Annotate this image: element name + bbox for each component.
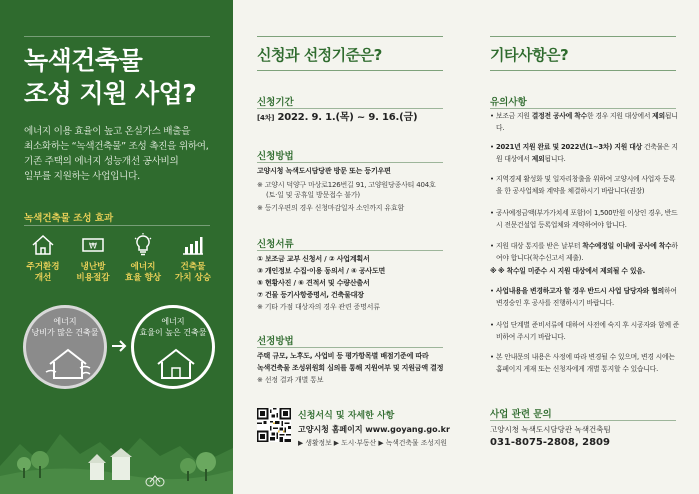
effect-label: 건축물 가치 상승 <box>174 262 212 283</box>
landscape-illustration <box>0 404 233 494</box>
qr-code[interactable] <box>257 408 291 442</box>
leaky-house-icon <box>44 346 92 382</box>
effects-title: 녹색건축물 조성 효과 <box>24 213 114 224</box>
money-icon <box>80 232 106 258</box>
intro-text: 에너지 이용 효율이 높고 온실가스 배출을 최소화하는 “녹색건축물” 조성 촉진을 위하여, 기존 주택의 에너지 성능개선 공사비의 일부를 지원하는 사업입니다. <box>24 126 209 182</box>
effect-item <box>70 232 116 284</box>
note-item: • 사업내용을 변경하고자 할 경우 반드시 사업 담당자와 협의하여 변경승인 후 공사를 진행하시기 바랍니다. <box>490 286 680 309</box>
effect-item <box>20 232 66 284</box>
top-rule <box>24 36 210 37</box>
doc-item: ⑦ 건물 등기사항증명서, 건축물대장 <box>257 291 364 299</box>
section-rule <box>257 347 443 348</box>
doc-item: ⑤ 현황사진 / ⑥ 견적서 및 수량산출서 <box>257 279 370 287</box>
effects-rule <box>24 225 210 226</box>
note-item: • 보조금 지원 결정전 공사에 착수한 경우 지원 대상에서 제외됩니다. <box>490 111 680 134</box>
title-line-1: 녹색건축물 <box>24 46 143 75</box>
note-item: • 사업 단계별 준비서류에 대하여 사전에 숙지 후 시공자와 함께 준비하여 주시기 바랍니다. <box>490 320 680 343</box>
docs-title: 신청서류 <box>257 239 294 250</box>
period-value <box>257 112 457 124</box>
select-line: 녹색건축물 조성위원회 심의를 통해 지원여부 및 지원금액 결정 <box>257 364 444 372</box>
site-title: 신청서식 및 자세한 사항 <box>298 411 395 421</box>
select-line: 주택 규모, 노후도, 사업비 등 평가항목별 배점기준에 따라 <box>257 352 429 360</box>
after-building-circle <box>131 305 215 389</box>
green-house-icon <box>152 346 200 382</box>
contact-org: 고양시청 녹색도시담당관 녹색건축팀 <box>490 425 611 434</box>
top-rule <box>490 36 676 37</box>
period-dates: 2022. 9. 1.(목) ~ 9. 16.(금) <box>277 112 418 123</box>
effect-label: 주거환경 개선 <box>26 262 60 283</box>
right-panel <box>466 0 699 494</box>
effect-label: 에너지 효율 향상 <box>124 262 162 283</box>
contact-phone[interactable]: 031-8075-2808, 2809 <box>490 437 610 448</box>
section-rule <box>257 108 443 109</box>
house-icon <box>30 232 56 258</box>
bar-chart-icon <box>180 232 206 258</box>
notes-title: 유의사항 <box>490 97 527 108</box>
section-rule <box>490 420 676 421</box>
effects-row <box>20 232 216 284</box>
note-item: • 지역경제 활성화 및 일자리창출을 위하여 고양시에 사업자 등록을 한 공사업체와 계약을 체결하시기 바랍니다(권장) <box>490 174 680 197</box>
method-title: 신청방법 <box>257 151 294 162</box>
main-title <box>24 44 196 110</box>
after-label: 에너지 효율이 높은 건축물 <box>139 317 207 337</box>
note-item: • 본 안내문의 내용은 사정에 따라 변경될 수 있으며, 변경 시에는 홈페이지 게재 또는 신청자에게 개별 통지할 수 있습니다. <box>490 352 680 375</box>
effect-item <box>170 232 216 284</box>
middle-panel <box>233 0 466 494</box>
note-item: • 지원 대상 통지를 받은 날부터 착수예정일 이내에 공사에 착수하여야 합니다(착수신고서 제출). <box>490 241 680 264</box>
title-line-2: 조성 지원 사업? <box>24 79 197 108</box>
method-main: 고양시청 녹색도시담당관 방문 또는 등기우편 <box>257 167 391 175</box>
section-heading: 기타사항은? <box>490 46 569 64</box>
before-label: 에너지 낭비가 많은 건축물 <box>31 317 99 337</box>
effect-item <box>120 232 166 284</box>
select-title: 선정방법 <box>257 336 294 347</box>
doc-item: ③ 개인정보 수집·이용 동의서 / ④ 공사도면 <box>257 267 386 275</box>
section-rule <box>490 108 676 109</box>
site-url[interactable]: 고양시청 홈페이지 www.goyang.go.kr <box>298 425 450 434</box>
contact-title: 사업 관련 문의 <box>490 409 552 420</box>
method-note: ※ 고양시 덕양구 마상로126번길 91, 고양원당종사티 404호 <box>257 181 436 189</box>
site-path: ▶ 생활정보 ▶ 도시·부동산 ▶ 녹색건축물 조성지원 <box>298 439 447 447</box>
section-rule <box>257 162 443 163</box>
note-warning: ※ ※ 착수일 미준수 시 지원 대상에서 제외될 수 있음. <box>490 266 680 278</box>
before-building-circle <box>23 305 107 389</box>
select-note: ※ 선정 결과 개별 통보 <box>257 376 324 384</box>
section-rule <box>257 250 443 251</box>
method-note: (토·일 및 공휴일 방문접수 불가) <box>266 191 360 199</box>
docs-note: ※ 기타 가점 대상자의 경우 관련 증명서류 <box>257 303 380 311</box>
method-note: ※ 등기우편의 경우 신청마감일자 소인까지 유효함 <box>257 204 405 212</box>
lightbulb-icon <box>130 232 156 258</box>
left-panel <box>0 0 233 494</box>
heading-rule <box>490 70 676 71</box>
svg-text:₩: ₩ <box>89 241 97 251</box>
arrow-right-icon <box>109 336 129 356</box>
effect-label: 냉난방 비용절감 <box>76 262 110 283</box>
note-item: • 2021년 지원 완료 및 2022년(1~3차) 지원 대상 건축물은 지원 대상에서 제외됩니다. <box>490 142 680 165</box>
note-item: • 공사예정금액(부가가치세 포함)이 1,500만원 이상인 경우, 반드시 전문건설업 등록업체와 계약하여야 합니다. <box>490 208 680 231</box>
doc-item: ① 보조금 교부 신청서 / ② 사업계획서 <box>257 255 370 263</box>
top-rule <box>257 36 443 37</box>
round-tag: [4차] <box>257 114 275 122</box>
section-heading: 신청과 선정기준은? <box>257 46 382 64</box>
period-title: 신청기간 <box>257 97 294 108</box>
heading-rule <box>257 70 443 71</box>
